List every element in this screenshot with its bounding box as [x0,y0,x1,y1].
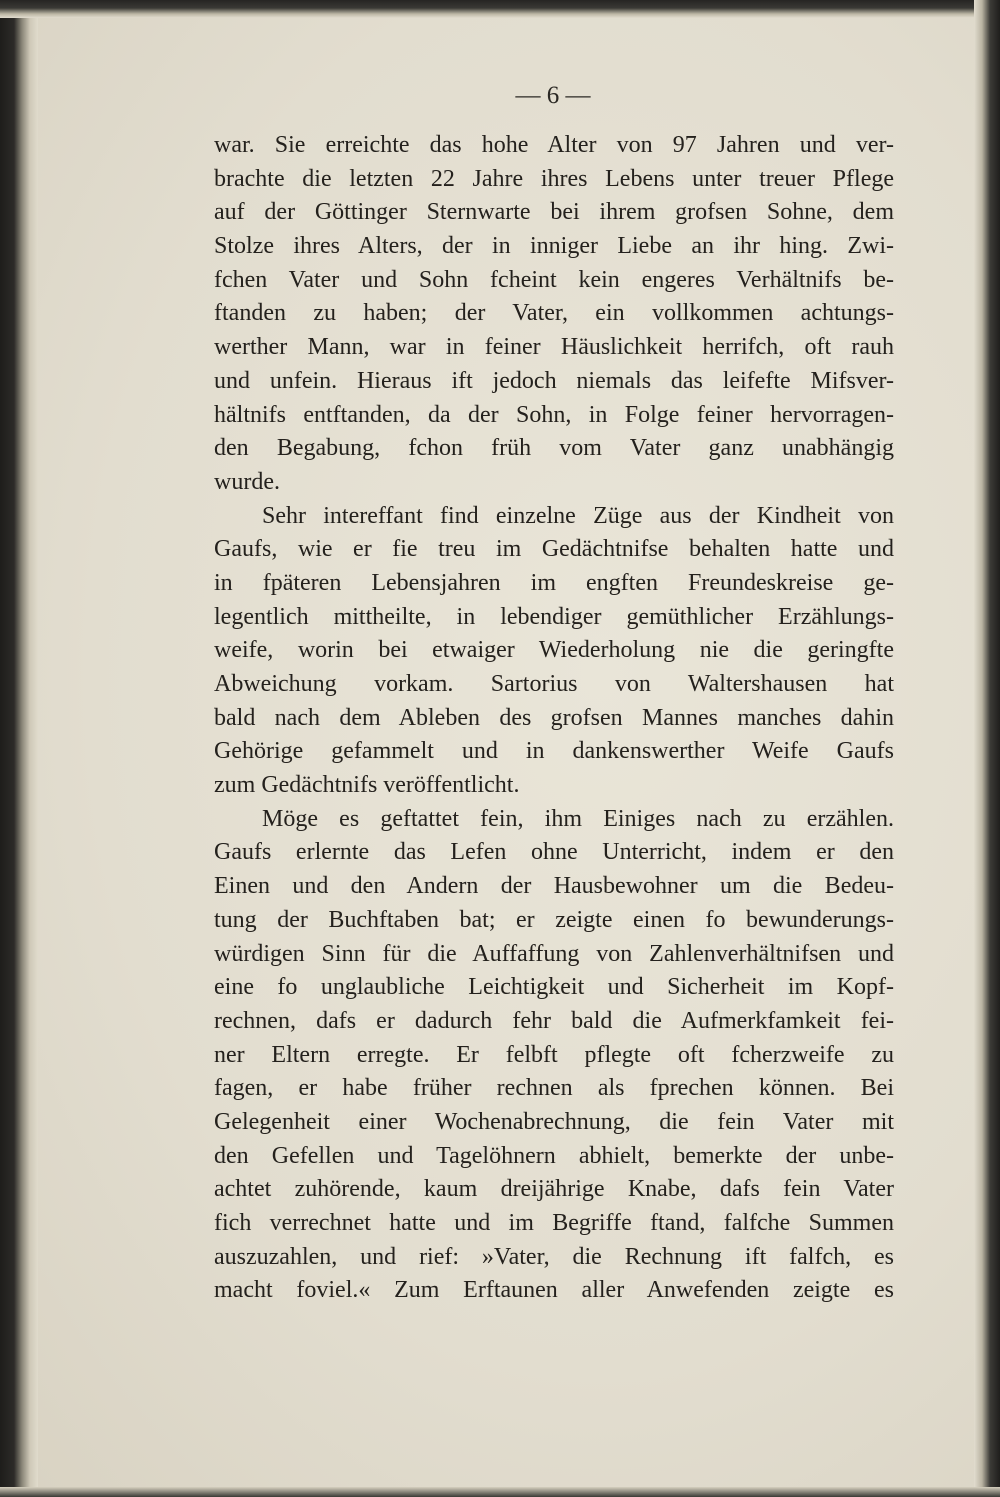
text-line: den Begabung, fchon früh vom Vater ganz unabhängig [214,435,894,462]
text-line: Abweichung vorkam. Sartorius von Waltershausen hat [214,671,894,697]
text-line: wurde. [214,468,280,495]
text-line: fich verrechnet hatte und im Begriffe ftand, falfche Summen [214,1210,894,1236]
body-text [214,129,894,1308]
scan-top-edge [0,0,1000,18]
scan-right-edge [974,0,1000,1497]
text-line: werther Mann, war in feiner Häuslichkeit herrifch, oft rauh [214,334,894,361]
text-line: auf der Göttinger Sternwarte bei ihrem grofsen Sohne, dem [214,199,894,226]
text-line: ftanden zu haben; der Vater, ein vollkommen achtungs- [214,300,894,327]
text-line: Möge es geftattet fein, ihm Einiges nach zu erzählen. [262,805,894,832]
text-line: fagen, er habe früher rechnen als fprechen können. Bei [214,1075,894,1102]
text-line: achtet zuhörende, kaum dreijährige Knabe, dafs fein Vater [214,1176,894,1203]
text-line: bald nach dem Ableben des grofsen Mannes manches dahin [214,704,894,731]
page-number: — 6 — [515,82,591,109]
text-line: brachte die letzten 22 Jahre ihres Lebens unter treuer Pflege [214,165,894,192]
text-line: auszuzahlen, und rief: »Vater, die Rechnung ift falfch, es [214,1243,894,1270]
text-line: macht foviel.« Zum Erftaunen aller Anwefenden zeigte es [214,1277,894,1304]
text-line: den Gefellen und Tagelöhnern abhielt, bemerkte der unbe- [214,1142,894,1169]
text-line: und unfein. Hieraus ift jedoch niemals das leifefte Mifsver- [214,367,894,394]
text-line: Gaufs, wie er fie treu im Gedächtnifse behalten hatte und [214,536,894,563]
text-line: ner Eltern erregte. Er felbft pflegte oft fcherzweife zu [214,1041,894,1068]
text-line: Gehörige gefammelt und in dankenswerther Weife Gaufs [214,738,894,765]
text-line: zum Gedächtnifs veröffentlicht. [214,772,520,799]
text-line: Einen und den Andern der Hausbewohner um die Bedeu- [214,873,894,900]
text-line: legentlich mittheilte, in lebendiger gemüthlicher Erzählungs- [214,603,894,630]
text-line: Gaufs erlernte das Lefen ohne Unterricht, indem er den [214,839,894,866]
text-line: Stolze ihres Alters, der in inniger Liebe an ihr hing. Zwi- [214,233,894,260]
text-line: Gelegenheit einer Wochenabrechnung, die fein Vater mit [214,1108,894,1135]
book-spine-edge [0,0,38,1497]
text-line: war. Sie erreichte das hohe Alter von 97 Jahren und ver- [214,132,894,158]
text-line: würdigen Sinn für die Auffaffung von Zahlenverhältnifsen und [214,940,894,967]
text-line: weife, worin bei etwaiger Wiederholung nie die geringfte [214,637,894,664]
text-line: Sehr intereffant find einzelne Züge aus der Kindheit von [262,502,894,529]
text-line: in fpäteren Lebensjahren im engften Freundeskreise ge- [214,569,894,596]
text-line: fchen Vater und Sohn fcheint kein engeres Verhältnifs be- [214,266,894,293]
text-line: eine fo unglaubliche Leichtigkeit und Sicherheit im Kopf- [214,974,894,1001]
text-line: rechnen, dafs er dadurch fehr bald die Aufmerkfamkeit fei- [214,1007,894,1034]
text-line: hältnifs entftanden, da der Sohn, in Folge feiner hervorragen- [214,401,894,428]
scan-bottom-edge [0,1487,1000,1497]
text-line: tung der Buchftaben bat; er zeigte einen fo bewunderungs- [214,906,894,933]
